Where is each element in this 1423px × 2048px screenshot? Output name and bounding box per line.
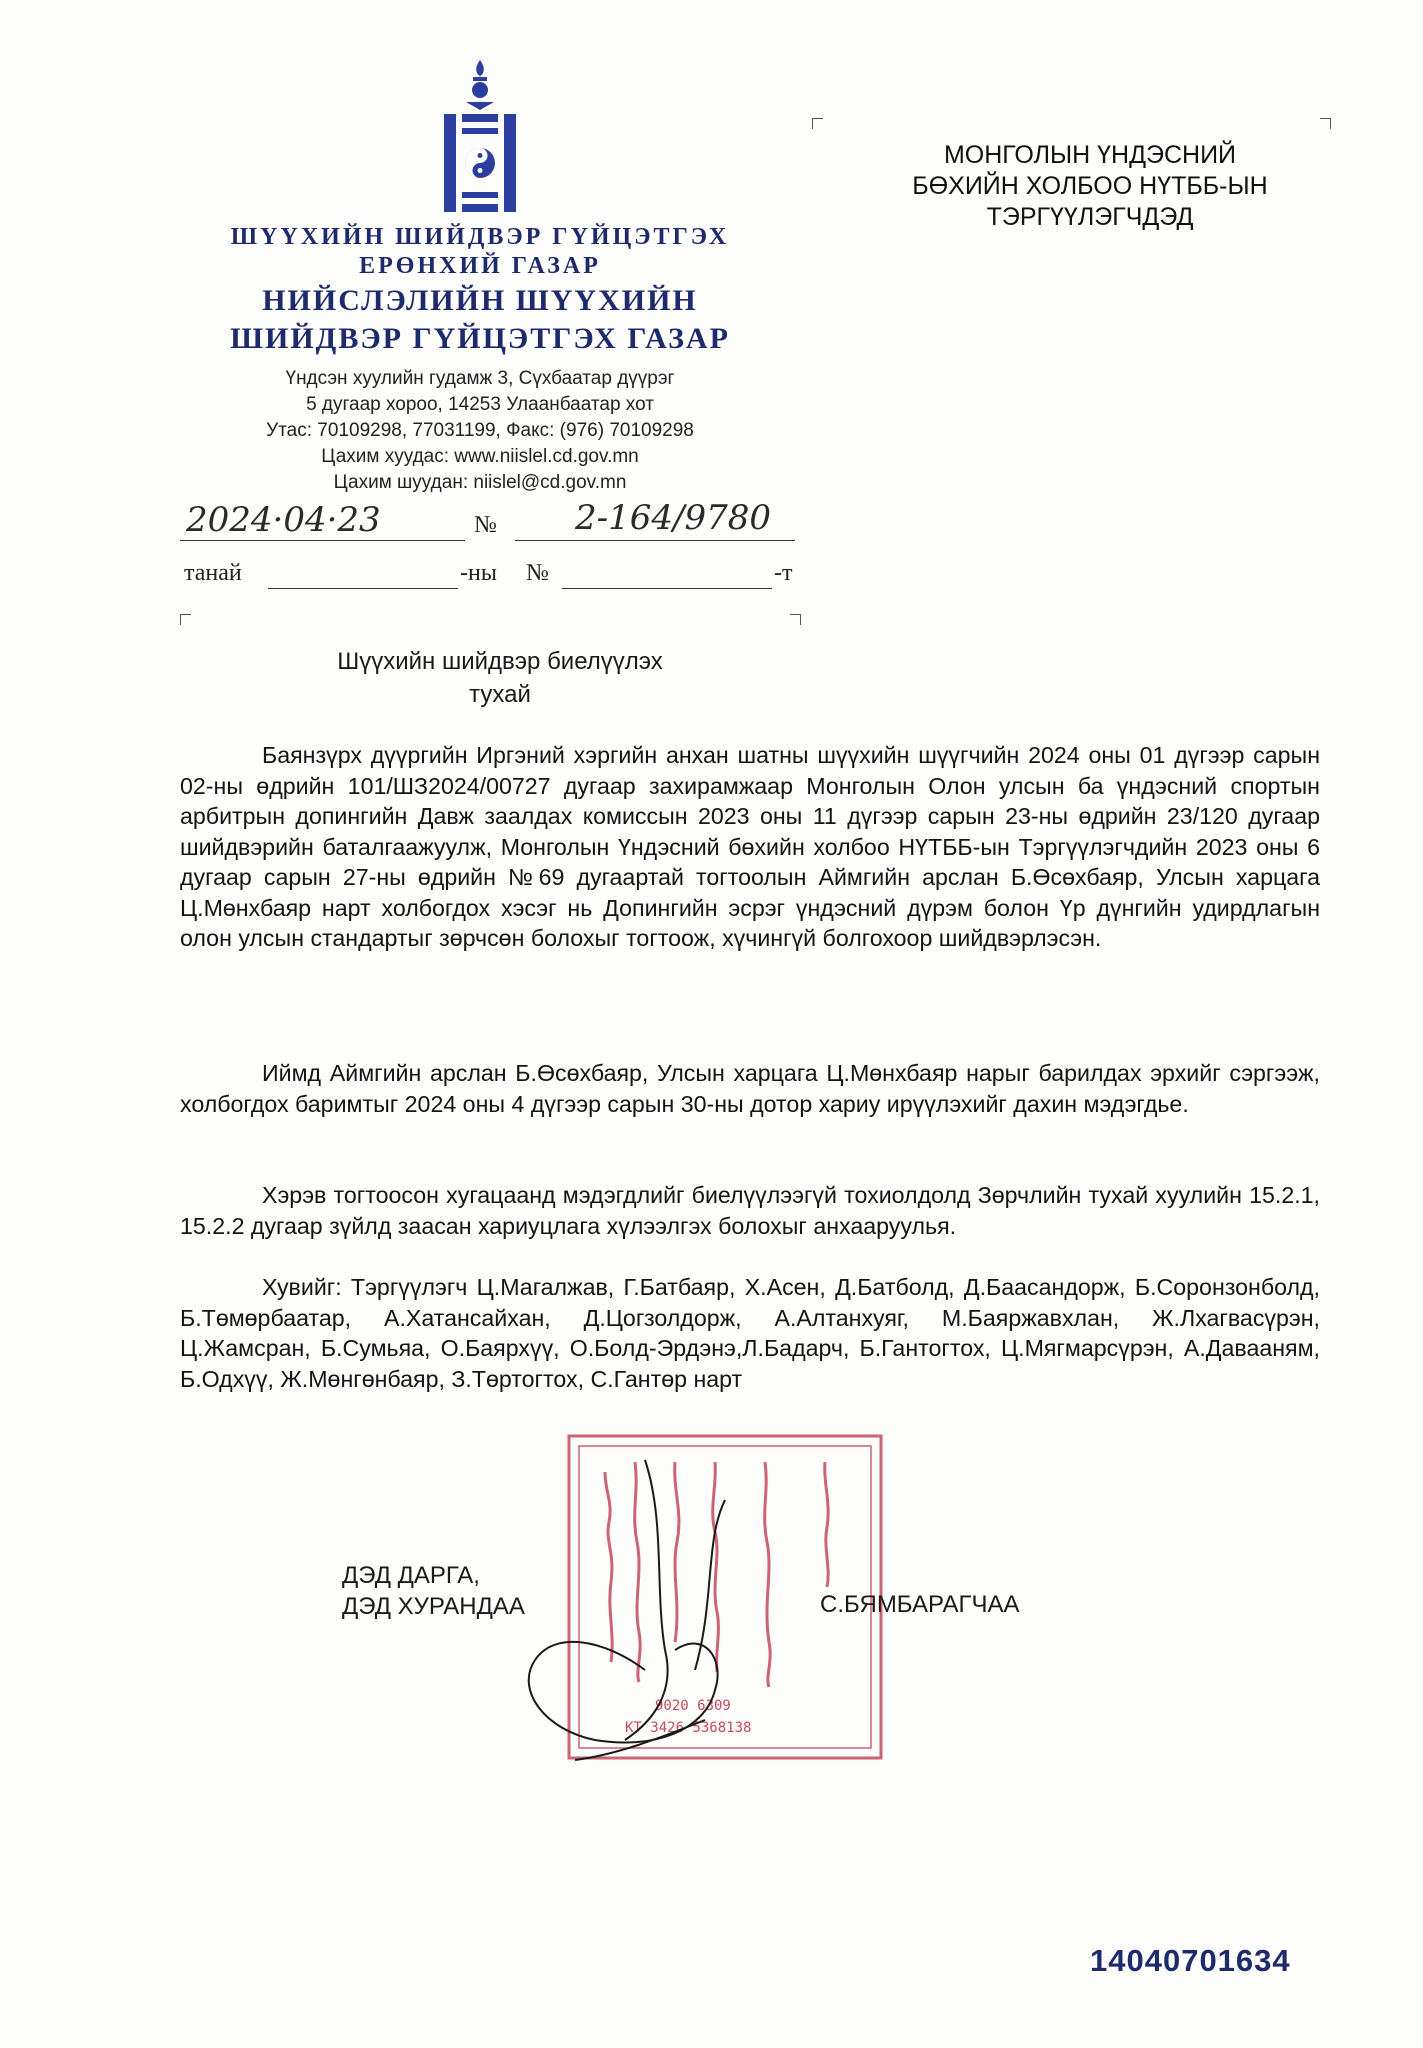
body-paragraph-3: Хэрэв тогтоосон хугацаанд мэдэгдлийг биелүүлээгүй тохиолдолд Зөрчлийн тухай хуулийн 15.2.1, 15.2.2 дугаар зүйлд заасан хариуцлага хүлээлгэх болохыг анхааруулья. [180, 1182, 1320, 1239]
signatory-title-line: ДЭД ДАРГА, [342, 1562, 480, 1589]
stamp-code-line1: 9020 6309 [655, 1698, 731, 1714]
email-line: Цахим шуудан: niislel@cd.gov.mn [333, 472, 627, 493]
org-name-line4: ШИЙДВЭР ГҮЙЦЭТГЭХ ГАЗАР [230, 322, 730, 355]
org-name-line2: ЕРӨНХИЙ ГАЗАР [359, 253, 601, 279]
corner-mark [812, 118, 823, 129]
subject-line: Шүүхийн шийдвэр биелүүлэх [337, 648, 663, 675]
body-paragraph-1: Баянзүрх дүүргийн Иргэний хэргийн анхан шатны шүүхийн шүүгчийн 2024 оны 01 дүгээр сарын 02-ны өдрийн 101/ШЗ2024/00727 дугаар захирамжаар Монголын Олон улсын ба үндэсний спортын арбитрын допингийн Давж заалдах комиссын 2023 оны 11 дүгээр сарын 23-ны өдрийн 23/120 дугаар шийдвэрийн баталгаажуулж, Монголын Үндэсний бөхийн холбоо НҮТББ-ын Тэргүүлэгчдийн 2023 оны 6 дугаар сарын 27-ны өдрийн №69 дугаартай тогтоолын Аймгийн арслан Б.Өсөхбаяр, Улсын харцага Ц.Мөнхбаяр нарт холбогдох хэсэг нь Допингийн эсрэг үндэсний дүрэм болон Үр дүнгийн удирдлагын олон улсын стандартыг зөрчсөн болохыг тогтоож, хүчингүй болгохоор шийдвэрлэсэн. [180, 742, 1320, 951]
address-line: Үндсэн хуулийн гудамж 3, Сүхбаатар дүүрэг [285, 368, 675, 389]
handwritten-number: 2-164/9780 [575, 498, 771, 538]
signatory-name: С.БЯМБАРАГЧАА [820, 1591, 1020, 1618]
corner-mark [790, 614, 801, 625]
address-line: 5 дугаар хороо, 14253 Улаанбаатар хот [306, 394, 654, 415]
date-underline [180, 540, 465, 541]
stamp-code-line2: КТ 3426 5368138 [625, 1720, 752, 1736]
handwritten-date: 2024·04·23 [186, 500, 381, 540]
to-label: -т [774, 560, 793, 586]
yours-label: танай [184, 560, 242, 586]
org-name-line1: ШҮҮХИЙН ШИЙДВЭР ГҮЙЦЭТГЭХ [230, 224, 730, 250]
signatory-title [342, 1560, 525, 1622]
org-name-line3: НИЙСЛЭЛИЙН ШҮҮХИЙН [262, 284, 698, 317]
yours-date-underline [268, 588, 458, 589]
recipient-block [880, 140, 1300, 233]
recipient-line: БӨХИЙН ХОЛБОО НҮТББ-ЫН [912, 172, 1268, 200]
corner-mark [180, 614, 191, 625]
number-label: № [474, 512, 497, 538]
number-underline [515, 540, 795, 541]
signatory-title-line: ДЭД ХУРАНДАА [342, 1593, 525, 1620]
letter-subject [300, 645, 700, 711]
org-address-block [190, 366, 770, 496]
document-number: 14040701634 [1090, 1943, 1291, 1978]
website-line: Цахим хуудас: www.niislel.cd.gov.mn [321, 446, 639, 467]
yours-number-underline [562, 588, 772, 589]
number-label-2: № [526, 560, 549, 586]
of-label: -ны [460, 560, 497, 586]
body-paragraph-2: Иймд Аймгийн арслан Б.Өсөхбаяр, Улсын харцага Ц.Мөнхбаяр нарыг барилдах эрхийг сэргээж, холбогдох баримтыг 2024 оны 4 дүгээр сарын 30-ны дотор хариу ирүүлэхийг дахин мэдэгдье. [180, 1060, 1320, 1117]
recipient-line: МОНГОЛЫН ҮНДЭСНИЙ [943, 141, 1237, 169]
soyombo-emblem-icon [440, 58, 520, 218]
corner-mark [1320, 118, 1331, 129]
recipient-line: ТЭРГҮҮЛЭГЧДЭД [986, 203, 1194, 231]
copies-paragraph: Хувийг: Тэргүүлэгч Ц.Магалжав, Г.Батбаяр, Х.Асен, Д.Батболд, Д.Баасандорж, Б.Соронзонболд, Б.Төмөрбаатар, А.Хатансайхан, Д.Цогзолдорж, А.Алтанхуяг, М.Баяржавхлан, Ж.Лхагвасүрэн, Ц.Жамсран, Б.Сумьяа, О.Баярхүү, О.Болд-Эрдэнэ,Л.Бадарч, Б.Гантогтох, Ц.Мягмарсүрэн, А.Давааням, Б.Одхүү, Ж.Мөнгөнбаяр, З.Төртогтох, С.Гантөр нарт [180, 1274, 1320, 1392]
subject-line: тухай [469, 681, 531, 708]
handwritten-signature [505, 1440, 845, 1780]
phone-line: Утас: 70109298, 77031199, Факс: (976) 70109298 [266, 420, 694, 441]
